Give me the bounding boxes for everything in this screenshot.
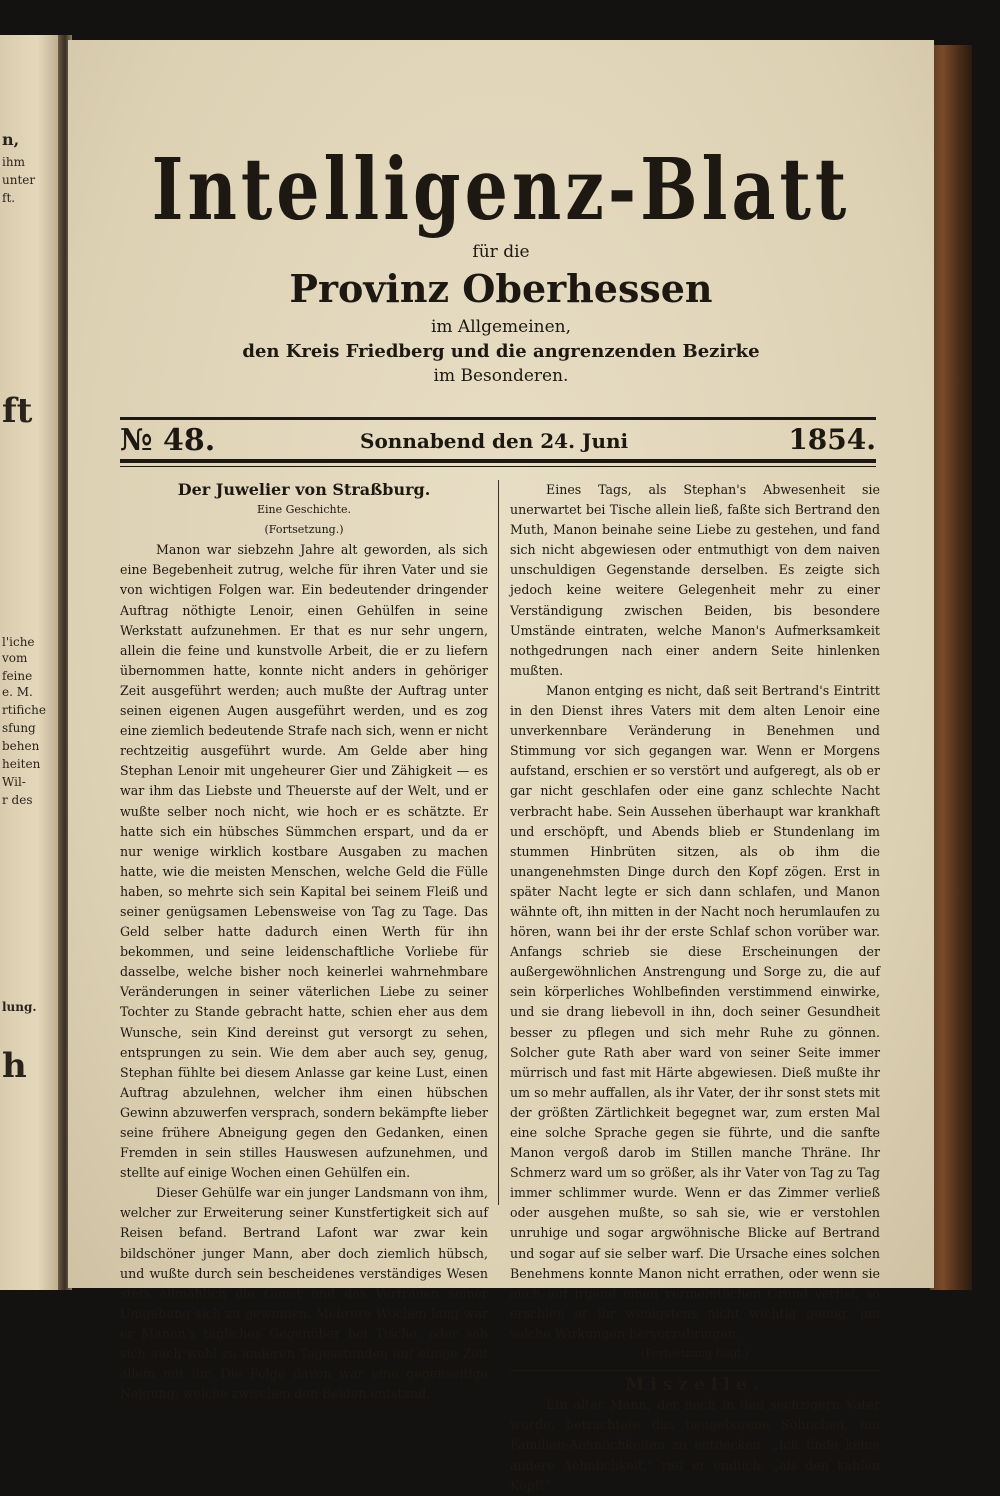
left-fragment: ft [2,391,33,431]
masthead-province: Provinz Oberhessen [289,266,713,311]
column-divider [498,480,499,1205]
left-fragment: ihm [2,155,25,169]
story-paragraph: Eines Tags, als Stephan's Abwesenheit sie unerwartet bei Tische allein ließ, faßte sich Bertrand den Muth, Manon beinahe seine Liebe zu gestehen, und fand sich nicht abgewiesen oder entmuthigt von dem naiven unschuldigen Gegenstande derselben. Es zeigte sich jedoch keine weitere Gelegenheit mehr zu einer Verständigung zwischen Beiden, bis besondere Umstände eintraten, welche Manon's Aufmerksamkeit nothgedrungen nach einer andern Seite hinlenken mußten. [510,482,880,678]
left-fragment: ft. [2,191,16,205]
masthead-line3: im Besonderen. [433,366,569,386]
story-title: Der Juwelier von Straßburg. [177,480,431,499]
issue-year: 1854. [788,423,876,456]
story-subtitle: Eine Geschichte. [256,503,351,517]
story-paragraph: Dieser Gehülfe war ein junger Landsmann von ihm, welcher zur Erweiterung seiner Kunstfertigkeit sich auf Reisen befand. Bertrand Lafont war zwar kein bildschöner junger Mann, aber doch ziemlich hübsch, und wußte durch sein bescheidenes verständiges Wesen stets allmählich die Gunst und das Vertrauen seiner Umgebung sich zu gewinnen. Mehrere Wochen lang war er Manon's tägliches Gegenüber bei Tische, oder sah sich auch wohl zu anderen Tagesstunden auf einige Zeit allein mit ihr. Die Folge davon war eine gegenseitige Neigung, welche zwischen den Beiden entstand. [120,1185,488,1402]
left-fragment: feine [2,669,33,683]
masthead-line1: im Allgemeinen, [430,317,572,337]
left-fragment: behen [2,739,40,753]
newspaper-page [68,40,934,1493]
left-fragment: e. M. [2,685,33,699]
left-fragment: unter [2,173,36,187]
left-fragment: Wil- [2,775,26,789]
masthead [68,130,934,386]
book-spine [930,45,972,1290]
left-fragment: l'iche [2,635,35,649]
left-fragment: sfung [2,721,36,735]
left-fragment: vom [2,651,28,665]
left-fragment: heiten [2,757,41,771]
story-to-be-continued: (Fortsetzung folgt.) [640,1347,750,1361]
masthead-fuer-die: für die [472,242,530,262]
masthead-title: Intelligenz-Blatt [151,140,851,240]
miszelle-title: Miszelle. [625,1375,765,1396]
story-paragraph: Manon war siebzehn Jahre alt geworden, als sich eine Begebenheit zutrug, welche für ihren Vater und sie von wichtigen Folgen war. Ein bedeutender dringender Auftrag nöthigte Lenoir, einen Gehülfen in seine Werkstatt aufzunehmen. Er that es nur sehr ungern, allein die feine und kunstvolle Arbeit, die er zu liefern übernommen hatte, konnte nicht anders in gehöriger Zeit ausgeführt werden; auch mußte der Auftrag unter seinen eigenen Augen ausgeführt werden, und es zog eine ziemlich bedeutende Strafe nach sich, wenn er nicht rechtzeitig ausgeführt wurde. Am Gelde aber hing Stephan Lenoir mit ungeheurer Gier und Zähigkeit — es war ihm das Liebste und Theuerste auf der Welt, und er wußte selber noch nicht, wie hoch er es schätzte. Er hatte sich ein hübsches Sümmchen erspart, und da er nur wenige wirklich kostbare Ausgaben zu machen hatte, wie die meisten Menschen, welche Geld die Fülle haben, so mehrte sich sein Kapital bei seinem Fleiß und seiner genügsamen Lebensweise von Tag zu Tage. Das Geld selber hatte dadurch einen Werth für ihn bekommen, und seine leidenschaftliche Vorliebe für dasselbe, welche bisher noch keinerlei wahrnehmbare Veränderungen in seiner väterlichen Liebe zu seiner Tochter zu Stande gebracht hatte, schien eher aus dem Wunsche, sein Kind dereinst gut versorgt zu sehen, entsprungen zu sein. Wie dem aber auch sey, genug, Stephan fühlte bei diesem Anlasse gar keine Lust, einen Auftrag abzulehnen, welcher ihm einen hübschen Gewinn abzuwerfen versprach, sondern bekämpfte lieber seine frühere Abneigung gegen den Gedanken, einen Fremden in sein stilles Hauswesen aufzunehmen, und stellte auf einige Wochen einen Gehülfen ein. [120,542,488,1181]
story-continuation: (Fortsetzung.) [264,523,344,537]
left-fragment: n, [2,130,20,149]
issue-number: № 48. [120,423,216,458]
miszelle-text: Ein alter Mann, der noch in den sechzigern Vater wurde, betrachtete das neugeborene Söhnchen, um Familien-Aehnlichkeiten zu entdecken. „Ich finde keine andere Aehnlichkeit,“ rief er endlich, „als den kahlen Kopf!“ [510,1397,880,1493]
masthead-line2: den Kreis Friedberg und die angrenzenden Bezirke [242,341,760,362]
rule-bottom-thick [120,459,876,463]
left-page-edge [0,35,62,1290]
left-fragment: lung. [2,1000,37,1014]
rule-top [120,417,876,420]
rule-bottom-thin [120,466,876,467]
left-fragment: h [2,1046,27,1086]
column-right [510,480,880,1496]
miszelle-rule [510,1370,880,1371]
column-left [120,480,488,1404]
left-fragment: r des [2,793,33,807]
left-fragment: rtifiche [2,703,46,717]
dateline [120,423,876,457]
story-paragraph: Manon entging es nicht, daß seit Bertrand's Eintritt in den Dienst ihres Vaters mit dem alten Lenoir eine unverkennbare Veränderung in Benehmen und Stimmung vor sich gegangen war. Wenn er Morgens aufstand, erschien er so verstört und aufgeregt, als ob er gar nicht geschlafen oder eine ganz schlechte Nacht verbracht habe. Sein Aussehen überhaupt war krankhaft und erschöpft, und Abends blieb er Stundenlang im stummen Hinbrüten sitzen, als ob ihm die unangenehmsten Dinge durch den Kopf zögen. Erst in später Nacht legte er sich dann schlafen, und Manon wähnte oft, ihn mitten in der Nacht noch herumlaufen zu hören, wann bei ihr der erste Schlaf schon vorüber war. Anfangs schrieb sie diese Erscheinungen der außergewöhnlichen Anstrengung und Sorge zu, die auf sein körperliches Wohlbefinden verstimmend einwirke, und sie drang liebevoll in ihn, doch seiner Gesundheit besser zu pflegen und sich mehr Ruhe zu gönnen. Solcher gute Rath aber ward von seiner Seite immer mürrisch und fast mit Härte abgewiesen. Dieß mußte ihr um so mehr auffallen, als ihr Vater, der ihr sonst stets mit der größten Zärtlichkeit begegnet war, zum ersten Mal eine solche Sprache gegen sie führte, und die sanfte Manon vergoß darob im Stillen manche Thräne. Ihr Schmerz ward um so größer, als ihr Vater von Tag zu Tag immer schlimmer wurde. Wenn er das Zimmer verließ oder ausgehen mußte, so sah sie, wie er verstohlen unruhige und sogar argwöhnische Blicke auf Bertrand und sogar auf sie selber warf. Die Ursache eines solchen Benehmens konnte Manon nicht errathen, oder wenn sie auch auf irgend einen vermeintlichen Grund verfiel, so erschien er ihr wenigstens nicht wichtig genug, um solche Wirkungen hervorzubringen. [510,682,880,1341]
issue-date: Sonnabend den 24. Juni [360,429,629,453]
